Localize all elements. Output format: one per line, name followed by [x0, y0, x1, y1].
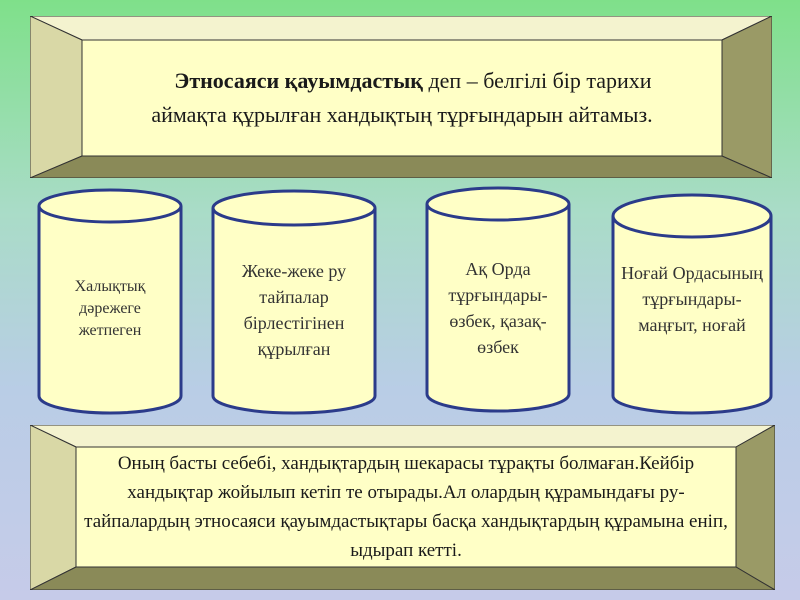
- cylinder-label: Жеке-жеке ру тайпалар бірлестігінен құрылған: [241, 261, 347, 359]
- definition-panel: [30, 16, 772, 178]
- explanation-panel: [30, 425, 775, 590]
- cylinder-4: [610, 192, 774, 416]
- cylinder-label: Ноғай Ордасының тұрғындары- маңғыт, ноғай: [621, 263, 763, 335]
- cylinder-2: [210, 188, 378, 416]
- definition-text: [82, 40, 722, 156]
- cylinder-label: Ақ Орда тұрғындары- өзбек, қазақ-өзбек: [448, 259, 548, 357]
- cylinder-1: [36, 188, 184, 416]
- cylinder-label: Халықтық дәрежеге жетпеген: [74, 278, 146, 339]
- definition-line-1: Этносаяси қауымдастық деп – белгілі бір тарихи: [174, 68, 652, 93]
- cylinder-3: [424, 186, 572, 416]
- explanation-text: Оның басты себебі, хандықтардың шекарасы тұрақты болмаған.Кейбір хандықтар жойылып кетіп те отырады.Ал олардың құрамындағы ру-тайпалардың этносаяси қауымдастықтары басқа хандықтардың құрамына еніп, ыдырап кетті.: [84, 453, 728, 561]
- definition-term: Этносаяси қауымдастық: [174, 68, 423, 93]
- definition-line-2: аймақта құрылған хандықтың тұрғындарын айтамыз.: [151, 102, 653, 127]
